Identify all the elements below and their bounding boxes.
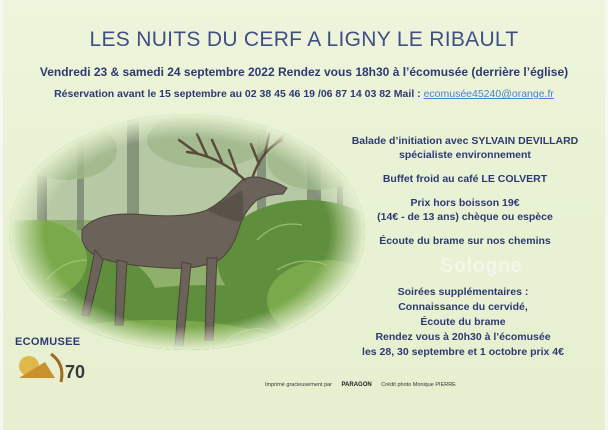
event-dates: Vendredi 23 & samedi 24 septembre 2022 Rendez vous 18h30 à l’écomusée (derrière l’église) bbox=[39, 65, 569, 79]
extra-title: Soirées supplémentaires : bbox=[397, 286, 529, 298]
flyer-title: LES NUITS DU CERF A LIGNY LE RIBAULT bbox=[89, 28, 519, 51]
extra-evenings bbox=[333, 285, 593, 360]
detail-price: Prix hors boisson 19€ bbox=[410, 197, 520, 209]
printer-brand: PARAGON bbox=[341, 382, 372, 388]
logo-name: ECOMUSEE bbox=[15, 336, 81, 348]
detail-price-child: (14€ - de 13 ans) chèque ou espèce bbox=[377, 211, 553, 223]
detail-guide: Balade d’initiation avec SYLVAIN DEVILLARD bbox=[351, 135, 579, 147]
reservation-text: Réservation avant le 15 septembre au 02 38 45 46 19 /06 87 14 03 82 Mail : bbox=[54, 88, 424, 100]
deer-photo bbox=[7, 110, 373, 362]
printed-by: Imprimé gracieusement par bbox=[265, 382, 332, 388]
detail-brame: Écoute du brame sur nos chemins bbox=[379, 235, 551, 247]
svg-text:70: 70 bbox=[65, 362, 85, 382]
extra-dates: les 28, 30 septembre et 1 octobre prix 4€ bbox=[362, 346, 564, 358]
logo-graphic-icon bbox=[15, 348, 85, 388]
event-details bbox=[341, 134, 589, 248]
sologne-watermark: Sologne bbox=[440, 255, 523, 277]
reservation-line bbox=[3, 88, 605, 100]
extra-topic: Connaissance du cervidé, bbox=[398, 301, 528, 313]
extra-brame: Écoute du brame bbox=[420, 316, 506, 328]
detail-buffet: Buffet froid au café LE COLVERT bbox=[382, 173, 548, 185]
detail-guide-role: spécialiste environnement bbox=[399, 149, 531, 161]
photo-credit: Crédit photo Monique PIERRE bbox=[381, 382, 456, 388]
email-link[interactable]: ecomusée45240@orange.fr bbox=[423, 88, 554, 100]
credits-line bbox=[265, 382, 464, 388]
extra-meeting: Rendez vous à 20h30 à l’écomusée bbox=[375, 331, 551, 343]
